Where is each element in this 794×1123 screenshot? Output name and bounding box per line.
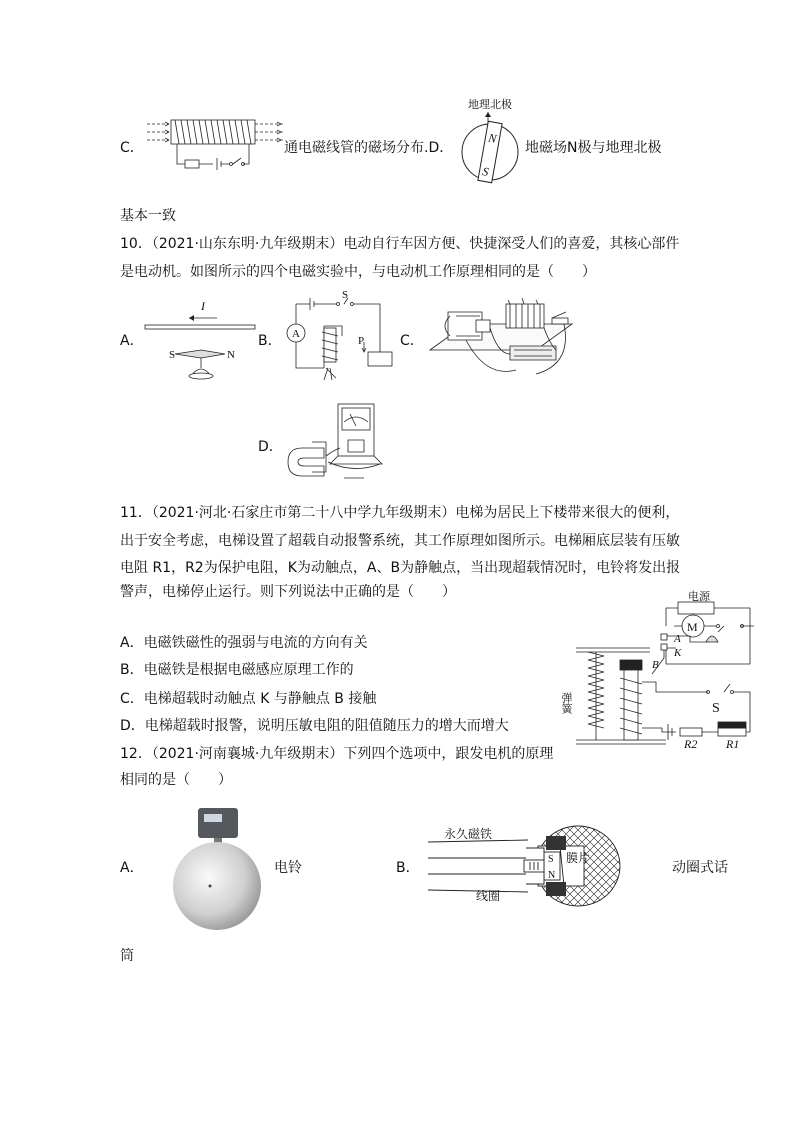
- spring-label: 弹簧: [560, 692, 572, 714]
- geo-pole-s: S: [481, 164, 490, 179]
- q11-stem-line3: 电阻 R1，R2为保护电阻，K为动触点，A、B为静触点，当出现超载情况时，电铃将发出报: [120, 560, 681, 576]
- q11-option-d[interactable]: D．电梯超载时报警，说明压敏电阻的阻值随压力的增大而增大: [120, 718, 509, 734]
- ammeter-label: A: [292, 328, 300, 340]
- q10-stem-line1: 10．（2021·山东东明·九年级期末）电动自行车因方便、快捷深受人们的喜爱，其核心部件: [120, 236, 680, 252]
- q9-option-c-letter: C．: [120, 140, 144, 156]
- geomagnetic-figure: [458, 96, 524, 192]
- moving-coil-microphone-figure: [418, 822, 672, 910]
- q12-option-b[interactable]: B．: [396, 860, 420, 876]
- q11-stem-line1: 11．（2021·河北·石家庄市第二十八中学九年级期末）电梯为居民上下楼带来很大的便利，: [120, 505, 680, 521]
- q12-option-b-continued: 筒: [120, 948, 134, 964]
- induction-motor-figure: [426, 294, 576, 382]
- current-label: I: [201, 299, 205, 313]
- elevator-alarm-circuit-figure: [560, 591, 756, 751]
- q10-stem-line2: 是电动机。如图所示的四个电磁实验中，与电动机工作原理相同的是（ ）: [120, 264, 596, 280]
- q12-stem-line2: 相同的是（ ）: [120, 772, 232, 788]
- q10-option-c: C．: [400, 333, 424, 349]
- q11-stem-line2: 出于安全考虑，电梯设置了超载自动报警系统，其工作原理如图所示。电梯厢底层装有压敏: [120, 533, 680, 549]
- motor-label: M: [687, 620, 698, 634]
- electric-bell-photo: [164, 806, 270, 930]
- contact-b-label: B: [652, 659, 659, 671]
- coil-label: 线圈: [476, 889, 501, 903]
- oersted-figure: [145, 296, 255, 382]
- q11-option-c[interactable]: C．电梯超载时动触点 K 与静触点 B 接触: [120, 691, 377, 707]
- compass-n-label: N: [227, 349, 235, 361]
- q12-option-a[interactable]: A．: [120, 860, 144, 876]
- q12-option-b-text: 动圈式话: [672, 860, 728, 876]
- q10-option-b: B．: [258, 333, 282, 349]
- q9-option-d-continued: 基本一致: [120, 208, 176, 224]
- q10-option-a: A．: [120, 333, 144, 349]
- power-source-label: 电源: [688, 591, 710, 603]
- q9-option-d-text: 地磁场N极与地理北极: [525, 140, 662, 156]
- generator-galvanometer-figure: [284, 400, 394, 486]
- q11-stem-line4: 警声，电梯停止运行。则下列说法中正确的是（ ）: [120, 584, 456, 600]
- r2-label: R2: [684, 737, 698, 751]
- r1-label: R1: [726, 737, 740, 751]
- geo-north-label: 地理北极: [468, 99, 512, 111]
- electromagnet-circuit-figure: [284, 290, 394, 386]
- slider-p-label: P: [358, 335, 365, 347]
- solenoid-field-figure: [145, 118, 285, 178]
- q11-option-b[interactable]: B．电磁铁是根据电磁感应原理工作的: [120, 662, 354, 678]
- switch-s-label: S: [342, 289, 349, 301]
- compass-s-label: S: [169, 349, 176, 361]
- q10-option-d: D．: [258, 439, 283, 455]
- mic-n-label: N: [548, 870, 556, 881]
- contact-a-label: A: [674, 633, 681, 645]
- q12-option-a-text: 电铃: [274, 860, 302, 876]
- permanent-magnet-label: 永久磁铁: [444, 827, 493, 841]
- mic-s-label: S: [548, 854, 554, 865]
- geo-pole-n: N: [487, 130, 498, 146]
- q11-option-a[interactable]: A．电磁铁磁性的强弱与电流的方向有关: [120, 635, 368, 651]
- contact-k-label: K: [674, 647, 682, 659]
- q12-stem-line1: 12．（2021·河南襄城·九年级期末）下列四个选项中，跟发电机的原理: [120, 746, 554, 762]
- diaphragm-label: 膜片: [566, 851, 591, 865]
- switch-label: S: [712, 701, 720, 716]
- q9-option-c-text: 通电磁线管的磁场分布.D．: [284, 140, 454, 156]
